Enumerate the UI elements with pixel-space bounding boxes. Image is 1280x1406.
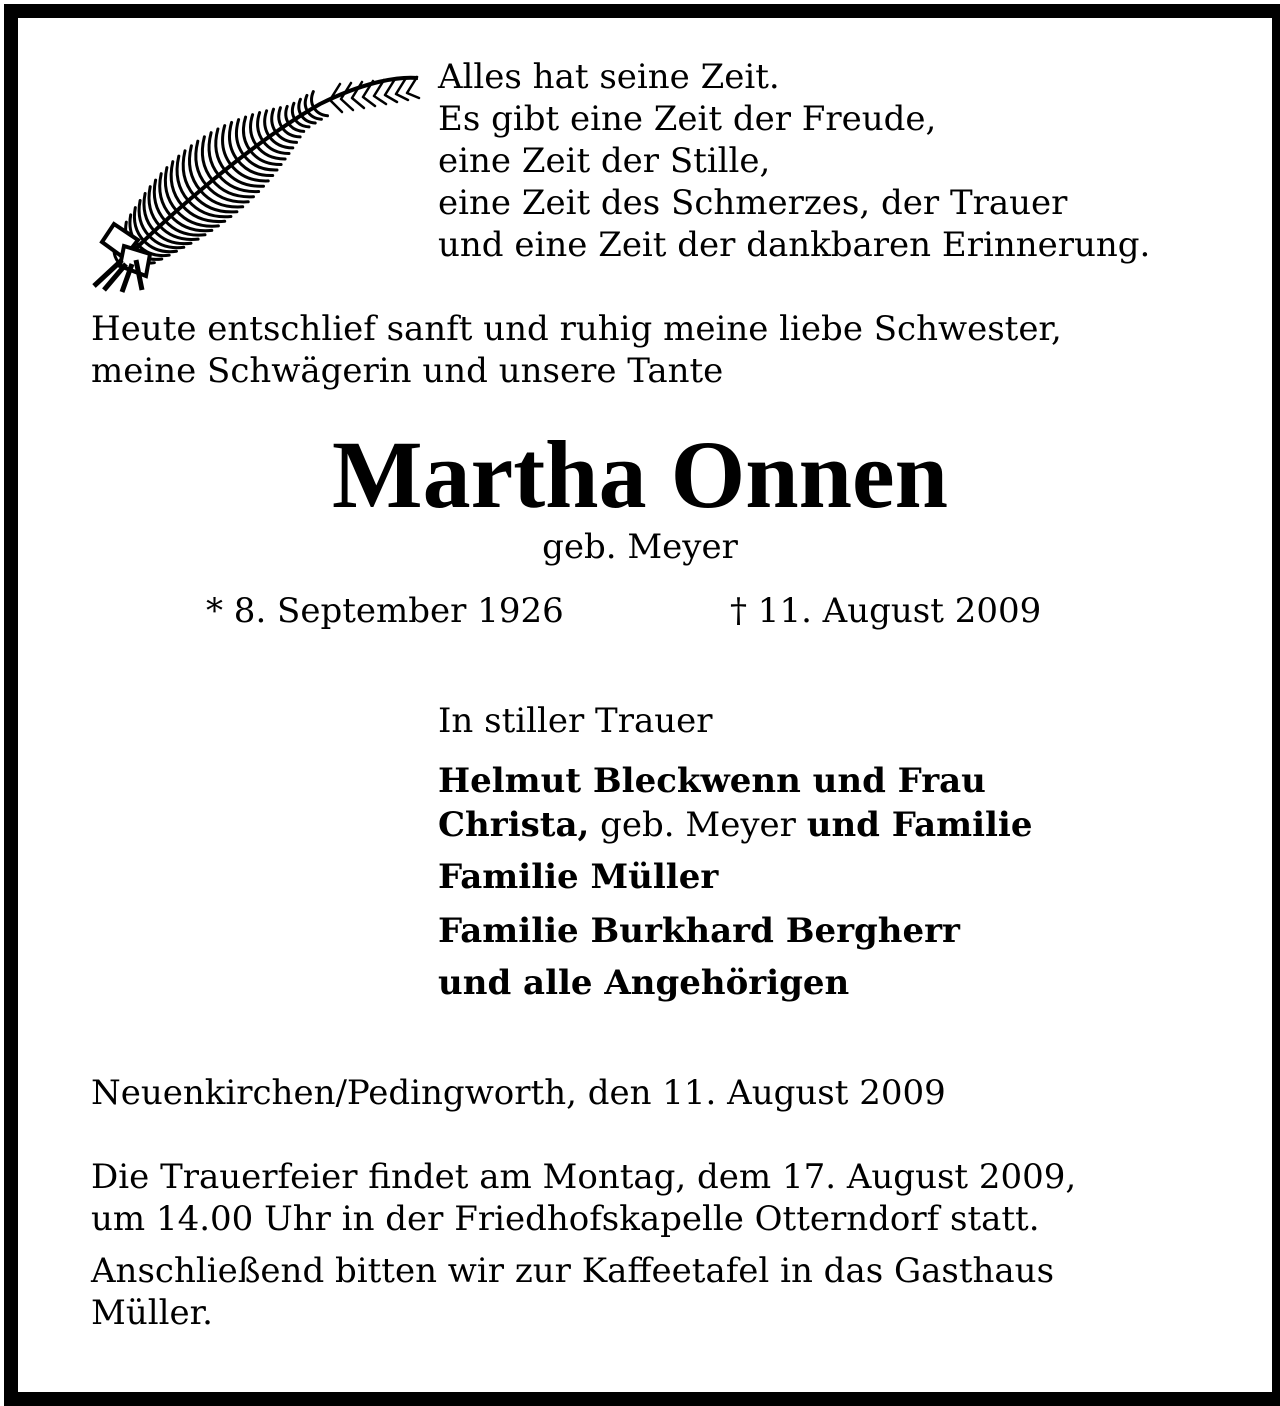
palm-leaflet (265, 111, 270, 137)
poem-line-1: Alles hat seine Zeit. (438, 57, 780, 97)
mourner-line-2 (438, 804, 1032, 846)
mourner-line-3: Familie Müller (438, 857, 719, 897)
mourner-line-2-name: Christa, (438, 805, 590, 845)
poem-line-4: eine Zeit des Schmerzes, der Trauer (438, 183, 1068, 223)
palm-leaflet (314, 108, 328, 116)
palm-tip-leaflet (407, 77, 419, 98)
palm-leaflet (305, 95, 307, 111)
maiden-name: geb. Meyer (542, 527, 738, 567)
mourner-line-2-family: und Familie (806, 805, 1033, 845)
palm-leaflet (279, 108, 282, 128)
poem-line-2: Es gibt eine Zeit der Freude, (438, 99, 937, 139)
palm-leaflet (286, 106, 289, 123)
mourner-line-1: Helmut Bleckwenn und Frau (438, 761, 986, 801)
palm-leaflet (251, 115, 257, 146)
palm-tip-leaflet (341, 83, 353, 110)
mourner-line-4: Familie Burkhard Bergherr (438, 911, 960, 951)
service-line-3: Anschließend bitten wir zur Kaffeetafel in das Gasthaus (91, 1251, 1055, 1291)
deceased-name: Martha Onnen (331, 421, 949, 528)
poem-line-3: eine Zeit der Stille, (438, 141, 771, 181)
palm-tip-leaflet (396, 78, 408, 100)
birth-date: * 8. September 1926 (206, 591, 564, 631)
palm-leaflet (312, 92, 314, 108)
palm-tip-leaflet (385, 79, 397, 102)
palm-leaflet (272, 109, 276, 132)
place-date: Neuenkirchen/Pedingworth, den 11. August 2009 (91, 1073, 946, 1113)
palm-leaflet (258, 113, 264, 142)
intro-line-1: Heute entschlief sanft und ruhig meine liebe Schwester, (91, 309, 1062, 349)
palm-leaflet (299, 99, 302, 115)
mourner-line-2-maiden: geb. Meyer (589, 805, 807, 845)
mourner-line-5: und alle Angehörigen (438, 963, 850, 1003)
palm-leaflet (243, 117, 250, 151)
service-line-1: Die Trauerfeier findet am Montag, dem 17. August 2009, (91, 1157, 1077, 1197)
service-line-4: Müller. (91, 1293, 213, 1333)
poem-line-5: und eine Zeit der dankbaren Erinnerung. (438, 225, 1151, 265)
palm-leaflet (292, 103, 295, 119)
death-date: † 11. August 2009 (730, 591, 1042, 631)
intro-line-2: meine Schwägerin und unsere Tante (91, 351, 724, 391)
service-line-2: um 14.00 Uhr in der Friedhofskapelle Otterndorf statt. (91, 1199, 1040, 1239)
mourners-heading: In stiller Trauer (438, 701, 713, 741)
palm-branch-icon (80, 64, 425, 294)
